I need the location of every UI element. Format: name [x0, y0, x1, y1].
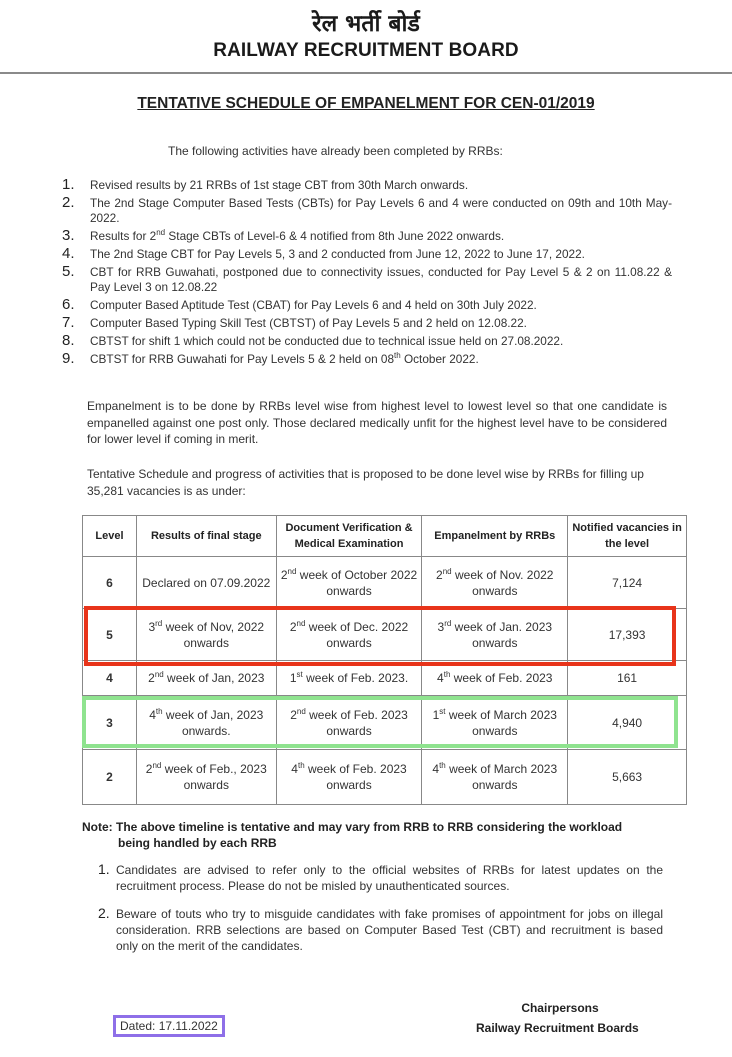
cell-text: 2 [436, 567, 443, 582]
cell-text: week of Jan, 2023 onwards. [162, 707, 264, 738]
level-cell: 2 [83, 750, 137, 805]
list-text: CBTST for shift 1 which could not be conducted due to technical issue held on 27.08.2022. [90, 334, 564, 348]
cell-text: week of Jan, 2023 [163, 671, 265, 685]
cell-text: 4 [291, 762, 298, 776]
schedule-paragraph: Tentative Schedule and progress of activities that is proposed to be done level wise by RRBs for filling up 35,281 vacancies is as under: [87, 467, 644, 498]
level-cell: 5 [83, 609, 137, 661]
cell-text: 3 [437, 619, 445, 634]
cell-text: 4 [149, 707, 156, 722]
superscript: nd [296, 618, 306, 628]
vacancies-cell: 17,393 [568, 609, 687, 661]
superscript: nd [296, 706, 306, 716]
signatory-org: Railway Recruitment Boards [476, 1021, 639, 1035]
list-text: Computer Based Aptitude Test (CBAT) for Pay Levels 6 and 4 held on 30th July 2022. [90, 298, 537, 312]
list-number: 1. [62, 176, 75, 193]
signatory-title: Chairpersons [521, 1001, 599, 1015]
note-line: Note: The above timeline is tentative and may vary from RRB to RRB considering the workload [82, 820, 623, 834]
vacancies-cell: 7,124 [568, 557, 687, 609]
list-item [62, 352, 672, 367]
list-text: Revised results by 21 RRBs of 1st stage CBT from 30th March onwards. [90, 178, 469, 192]
document-title: TENTATIVE SCHEDULE OF EMPANELMENT FOR CEN-01/2019 [137, 95, 595, 112]
list-text: Beware of touts who try to misguide candidates with fake promises of appointment for jobs on illegal consideration. RRB selections are based on Computer Based Test (CBT) and recruitment is based only on the merit of the candidates. [116, 907, 663, 953]
superscript: th [394, 351, 401, 361]
superscript: nd [154, 670, 164, 679]
list-number: 8. [62, 332, 75, 349]
superscript: rd [155, 618, 163, 628]
cell-text: week of March 2023 onwards [445, 707, 557, 738]
cell-text: 3 [148, 619, 156, 634]
list-item [62, 298, 672, 313]
list-text: CBTST for RRB Guwahati for Pay Levels 5 & 2 held on 08 [90, 352, 395, 366]
list-item [62, 247, 672, 262]
table-row [83, 750, 687, 805]
list-text: The 2nd Stage Computer Based Tests (CBTs) for Pay Levels 6 and 4 were conducted on 09th and 10th May-2022. [90, 196, 672, 225]
board-name: RAILWAY RECRUITMENT BOARD [213, 40, 519, 61]
header-divider [0, 72, 732, 74]
empanelment-cell [422, 750, 568, 805]
empanelment-paragraph: Empanelment is to be done by RRBs level wise from highest level to lowest level so that one candidate is empanelled against one post only. Those declared medically unfit for the highest level have to be considered for lower level if coming in merit. [87, 399, 667, 446]
list-number: 9. [62, 350, 75, 367]
cell-text: 2 [280, 567, 288, 582]
cell-text: week of March 2023 onwards [445, 762, 558, 792]
cell-text: week of Nov. 2022 onwards [451, 567, 554, 598]
list-item [62, 229, 672, 244]
level-cell: 6 [83, 557, 137, 609]
list-number: 4. [62, 245, 75, 262]
cell-text: 2 [145, 762, 153, 776]
green-highlight-box [82, 696, 678, 748]
list-text: Results for 2 [90, 229, 157, 243]
list-number: 2. [62, 194, 75, 211]
list-item [62, 178, 672, 193]
list-item [98, 906, 663, 954]
cell-text: week of Feb. 2023. [302, 671, 409, 685]
superscript: th [297, 761, 305, 770]
cell-text: 4 [437, 671, 444, 685]
superscript: nd [156, 228, 166, 238]
header-document-verification: Document Verification & Medical Examination [276, 516, 422, 557]
list-item [62, 265, 672, 295]
vacancies-cell: 161 [568, 661, 687, 696]
empanelment-cell [422, 557, 568, 609]
red-highlight-box [84, 606, 676, 666]
cell-text: week of Dec. 2022 onwards [305, 619, 409, 650]
list-item [62, 316, 672, 331]
cell-text: 4 [432, 762, 440, 776]
cell-text: week of Feb. 2023 onwards [305, 707, 408, 738]
list-item [62, 196, 672, 226]
cell-text: week of Feb., 2023 onwards [161, 762, 267, 792]
hindi-board-name: रेल भर्ती बोर्ड [312, 11, 420, 37]
letterhead [0, 0, 732, 74]
completed-activities-list [62, 178, 672, 370]
cell-text: 1 [432, 707, 440, 722]
vacancies-cell: 5,663 [568, 750, 687, 805]
superscript: nd [442, 566, 452, 576]
list-number: 5. [62, 263, 75, 280]
cell-text: Declared on 07.09.2022 [142, 575, 271, 590]
level-cell: 4 [83, 661, 137, 696]
header-level: Level [83, 516, 137, 557]
cell-text: 2 [289, 619, 297, 634]
table-header-row [83, 516, 687, 557]
level-cell: 3 [83, 696, 137, 750]
superscript: nd [152, 761, 162, 770]
cell-text: week of Nov, 2022 onwards [162, 619, 265, 650]
list-text: October 2022. [400, 352, 479, 366]
superscript: st [439, 706, 446, 716]
cell-text: week of Feb. 2023 onwards [304, 762, 407, 792]
signature-block [476, 998, 644, 1038]
results-cell [136, 750, 276, 805]
advisory-notes-list [98, 862, 663, 966]
dv-cell [276, 557, 422, 609]
list-number: 3. [62, 227, 75, 244]
list-number: 1. [98, 861, 110, 877]
cell-text: 2 [290, 707, 297, 722]
dated-label: Dated: 17.11.2022 [113, 1015, 225, 1037]
table-row [83, 557, 687, 609]
results-cell [136, 557, 276, 609]
note-block [82, 819, 682, 851]
list-text: Candidates are advised to refer only to the official websites of RRBs for latest updates on the recruitment process. Please do not be misled by unauthenticated sources. [116, 863, 663, 893]
list-text: CBT for RRB Guwahati, postponed due to connectivity issues, conducted for Pay Level 5 & 2 on 11.08.22 & Pay Level 3 on 12.08.22 [90, 265, 672, 294]
intro-text: The following activities have already been completed by RRBs: [168, 144, 503, 158]
cell-text: week of Jan. 2023 onwards [451, 619, 553, 650]
header-empanelment: Empanelment by RRBs [422, 516, 568, 557]
list-item [62, 334, 672, 349]
cell-text: week of October 2022 onwards [296, 567, 418, 598]
vacancies-cell: 4,940 [568, 696, 687, 750]
list-number: 2. [98, 905, 110, 921]
list-text: Stage CBTs of Level-6 & 4 notified from 8th June 2022 onwards. [165, 229, 505, 243]
dv-cell [276, 750, 422, 805]
header-results: Results of final stage [136, 516, 276, 557]
superscript: th [443, 670, 451, 679]
list-text: Computer Based Typing Skill Test (CBTST) of Pay Levels 5 and 2 held on 12.08.22. [90, 316, 527, 330]
superscript: nd [287, 566, 297, 576]
cell-text: 1 [289, 671, 297, 685]
superscript: th [439, 761, 446, 770]
superscript: rd [444, 618, 452, 628]
superscript: th [155, 706, 163, 716]
list-number: 7. [62, 314, 75, 331]
list-item [98, 862, 663, 894]
cell-text: 2 [148, 671, 155, 685]
header-vacancies: Notified vacancies in the level [568, 516, 687, 557]
note-line: being handled by each RRB [118, 836, 277, 850]
list-text: The 2nd Stage CBT for Pay Levels 5, 3 and 2 conducted from June 12, 2022 to June 17, 2022. [90, 247, 585, 261]
superscript: st [296, 670, 303, 679]
cell-text: week of Feb. 2023 [450, 671, 553, 685]
list-number: 6. [62, 296, 75, 313]
